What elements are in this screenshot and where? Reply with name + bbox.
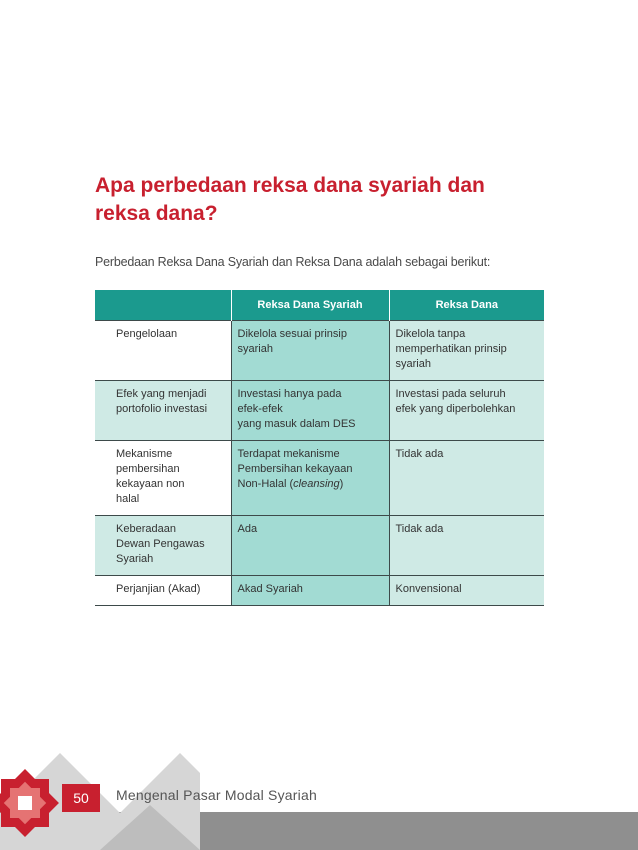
cleansing-term: cleansing — [293, 478, 340, 490]
page-number: 50 — [62, 784, 100, 812]
cell-line: Dikelola sesuai prinsip — [237, 328, 347, 340]
cell-line: memperhatikan prinsip — [395, 343, 507, 355]
cell-line: kekayaan non — [116, 478, 185, 490]
konvensional-cell — [389, 441, 544, 516]
table-row — [95, 321, 544, 381]
cell-line: Keberadaan — [116, 523, 176, 535]
cell-line: Akad Syariah — [237, 583, 303, 595]
aspect-cell — [95, 381, 231, 441]
syariah-cell — [231, 576, 389, 606]
syariah-cell — [231, 516, 389, 576]
table-row — [95, 576, 544, 606]
intro-paragraph: Perbedaan Reksa Dana Syariah dan Reksa Dana adalah sebagai berikut: — [95, 255, 491, 269]
header-aspect — [95, 290, 231, 321]
footer-book-title: Mengenal Pasar Modal Syariah — [116, 787, 317, 803]
aspect-cell — [95, 321, 231, 381]
aspect-cell — [95, 576, 231, 606]
cell-line: Mekanisme — [116, 448, 173, 460]
section-heading — [95, 172, 555, 228]
cell-line: Terdapat mekanisme — [237, 448, 340, 460]
syariah-cell — [231, 381, 389, 441]
konvensional-cell — [389, 516, 544, 576]
header-reksa-dana: Reksa Dana — [389, 290, 544, 321]
cell-line: halal — [116, 493, 140, 505]
cell-line: Non-Halal ( — [237, 478, 294, 490]
table-row — [95, 516, 544, 576]
cell-line: Efek yang menjadi — [116, 388, 207, 400]
table-header-row — [95, 290, 544, 321]
table-row — [95, 441, 544, 516]
cell-line: Pengelolaan — [116, 328, 178, 340]
table-row — [95, 381, 544, 441]
comparison-table — [95, 290, 544, 606]
cell-line: Dewan Pengawas — [116, 538, 205, 550]
cell-line: efek-efek — [237, 403, 283, 415]
cell-line: ) — [339, 478, 344, 490]
cell-line: Tidak ada — [395, 523, 444, 535]
konvensional-cell — [389, 381, 544, 441]
cell-line: Syariah — [116, 553, 154, 565]
heading-line-2: reksa dana? — [95, 202, 218, 225]
cell-line: syariah — [395, 358, 431, 370]
cell-line: pembersihan — [116, 463, 180, 475]
cell-line: portofolio investasi — [116, 403, 208, 415]
heading-line-1: Apa perbedaan reksa dana syariah dan — [95, 174, 485, 197]
cell-line: Pembersihan kekayaan — [237, 463, 353, 475]
syariah-cell — [231, 441, 389, 516]
cell-line: Konvensional — [395, 583, 462, 595]
cell-line: Dikelola tanpa — [395, 328, 466, 340]
cell-line: yang masuk dalam DES — [237, 418, 356, 430]
cell-line: Perjanjian (Akad) — [116, 583, 201, 595]
cell-line: Investasi hanya pada — [237, 388, 342, 400]
aspect-cell — [95, 441, 231, 516]
cell-line: Ada — [237, 523, 258, 535]
konvensional-cell — [389, 321, 544, 381]
cell-line: Investasi pada seluruh — [395, 388, 506, 400]
cell-line: syariah — [237, 343, 273, 355]
cell-line: efek yang diperbolehkan — [395, 403, 516, 415]
konvensional-cell — [389, 576, 544, 606]
syariah-cell — [231, 321, 389, 381]
cell-line: Tidak ada — [395, 448, 444, 460]
aspect-cell — [95, 516, 231, 576]
header-reksa-dana-syariah: Reksa Dana Syariah — [231, 290, 389, 321]
